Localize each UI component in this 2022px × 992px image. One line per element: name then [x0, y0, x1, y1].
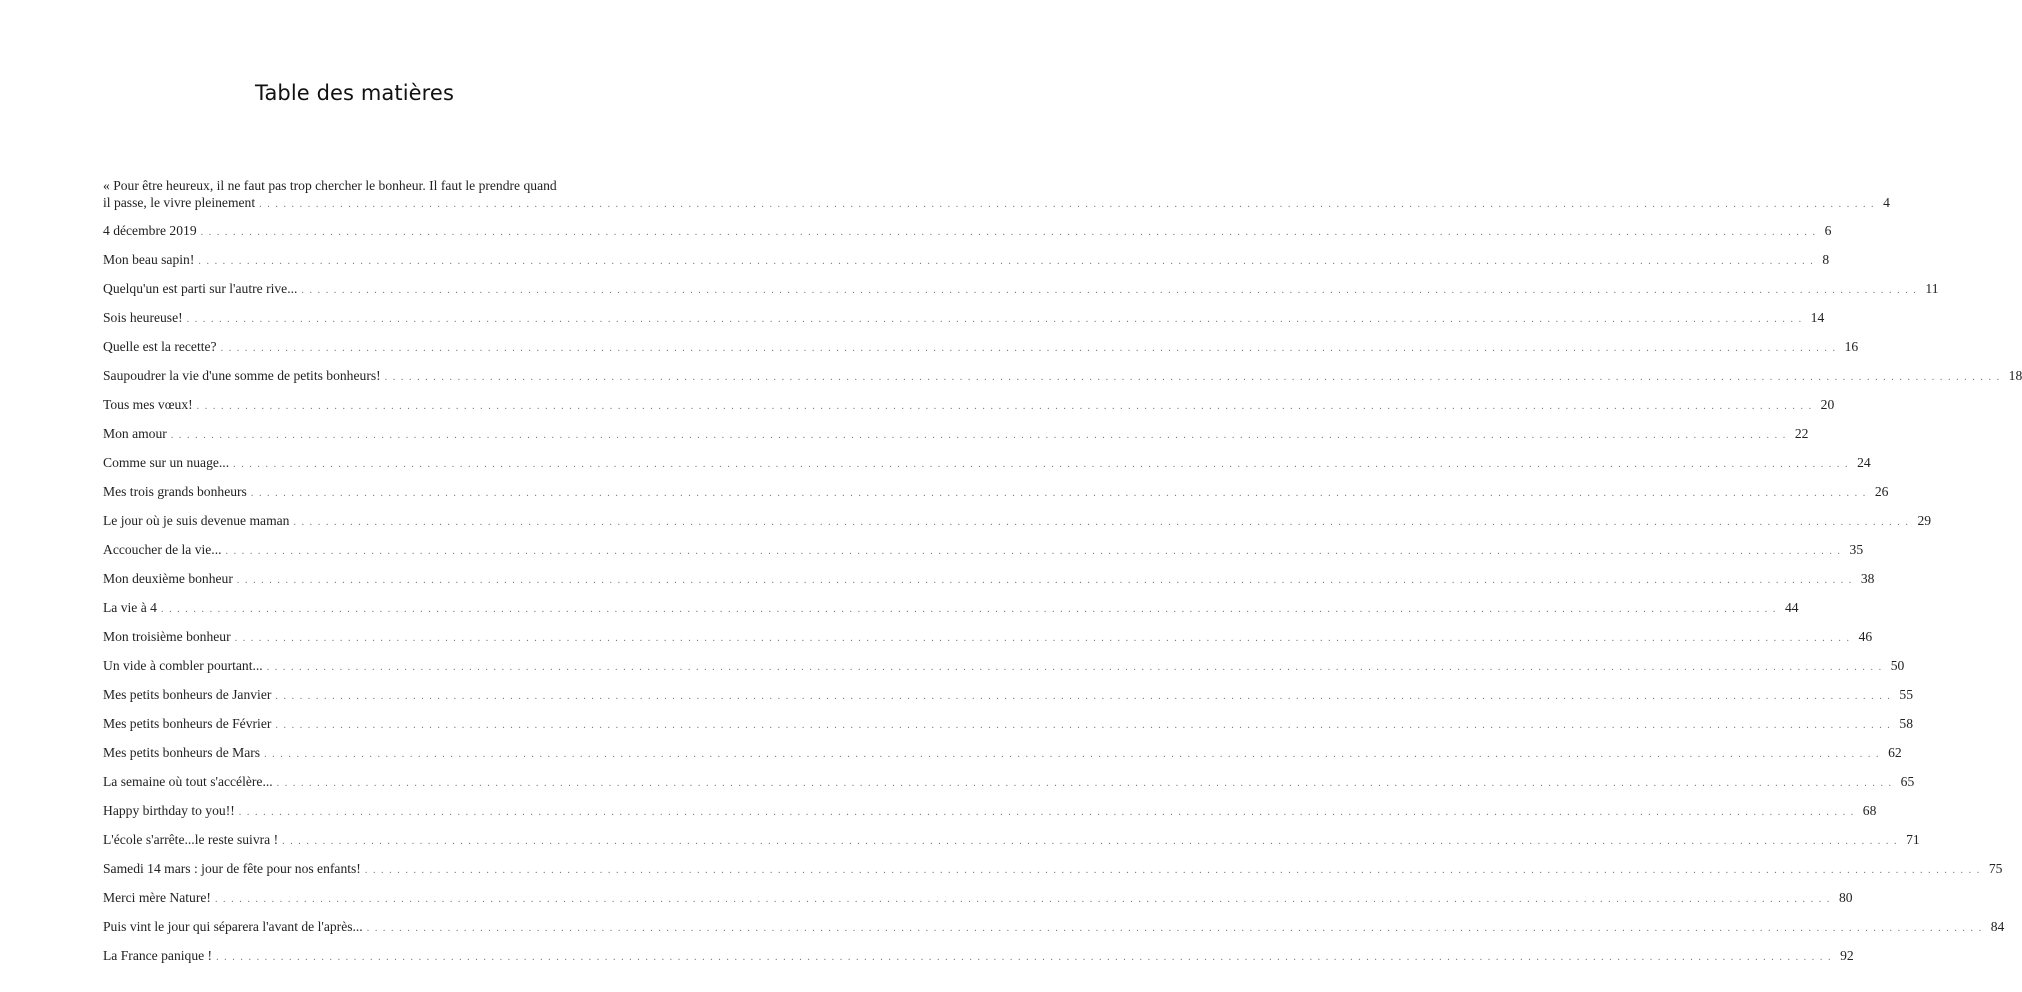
toc-entry-page-number: 4: [1883, 195, 1890, 210]
toc-entry-title: il passe, le vivre pleinement: [103, 195, 256, 210]
toc-entry-page-number: 92: [1840, 948, 1854, 963]
toc-entry-page-number: 8: [1822, 252, 1830, 267]
toc-entry: [103, 889, 1853, 908]
toc-entry-title: Mon amour: [103, 426, 167, 441]
dot-leader: ........................................................................................................................................................................................................: [366, 923, 1987, 934]
dot-leader: ........................................................................................................................................................................................................: [198, 256, 1819, 267]
toc-entry-page-number: 46: [1858, 629, 1873, 644]
toc-entry: [103, 947, 1854, 966]
toc-entry: [103, 512, 1932, 531]
toc-entry: [103, 570, 1875, 589]
toc-entry-title: Quelqu'un est parti sur l'autre rive...: [103, 281, 298, 296]
toc-entry-title: 4 décembre 2019: [103, 223, 197, 238]
dot-leader: ........................................................................................................................................................................................................: [266, 662, 1887, 673]
toc-entry: [103, 309, 1825, 328]
toc-entry: [103, 396, 1835, 415]
toc-entry-title: Mes petits bonheurs de Janvier: [103, 687, 272, 702]
toc-entry: [103, 222, 1832, 241]
toc-entry-title: Puis vint le jour qui séparera l'avant de l'après...: [103, 919, 363, 934]
table-of-contents: [103, 177, 2022, 976]
toc-entry: [103, 367, 2022, 386]
dot-leader: ........................................................................................................................................................................................................: [225, 546, 1846, 557]
dot-leader: ........................................................................................................................................................................................................: [282, 836, 1903, 847]
toc-entry-page-number: 62: [1888, 745, 1902, 760]
toc-entry-page-number: 71: [1906, 832, 1920, 847]
toc-entry-title: Samedi 14 mars : jour de fête pour nos enfants!: [103, 861, 361, 876]
toc-entry-title: La semaine où tout s'accélère...: [103, 774, 273, 789]
dot-leader: ........................................................................................................................................................................................................: [233, 459, 1854, 470]
dot-leader: ........................................................................................................................................................................................................: [236, 575, 1857, 586]
toc-entry-title: Mon beau sapin!: [103, 252, 195, 267]
toc-entry-title: Comme sur un nuage...: [103, 455, 230, 470]
toc-entry: [103, 686, 1913, 705]
toc-entry-page-number: 24: [1857, 455, 1871, 470]
toc-entry-page-number: 14: [1810, 310, 1825, 325]
toc-entry: [103, 918, 2005, 937]
toc-entry-title: Mon deuxième bonheur: [103, 571, 233, 586]
toc-entry-title: L'école s'arrête...le reste suivra !: [103, 832, 279, 847]
dot-leader: ........................................................................................................................................................................................................: [364, 865, 1985, 876]
toc-entry: [103, 454, 1871, 473]
toc-entry: [103, 177, 1890, 213]
dot-leader: ........................................................................................................................................................................................................: [293, 517, 1914, 528]
dot-leader: ........................................................................................................................................................................................................: [200, 227, 1821, 238]
toc-entry-page-number: 55: [1899, 687, 1913, 702]
toc-entry: [103, 860, 2003, 879]
toc-entry-title: Accoucher de la vie...: [103, 542, 222, 557]
toc-entry: [103, 599, 1799, 618]
dot-leader: ........................................................................................................................................................................................................: [220, 343, 1841, 354]
toc-entry: [103, 715, 1913, 734]
toc-entry-title: Merci mère Nature!: [103, 890, 211, 905]
toc-entry: [103, 657, 1905, 676]
toc-entry: [103, 483, 1889, 502]
dot-leader: ........................................................................................................................................................................................................: [170, 430, 1791, 441]
toc-entry-page-number: 58: [1899, 716, 1913, 731]
toc-entry: [103, 744, 1902, 763]
toc-entry-title: Quelle est la recette?: [103, 339, 217, 354]
toc-entry: [103, 802, 1877, 821]
toc-entry-page-number: 38: [1860, 571, 1875, 586]
toc-entry-page-number: 35: [1849, 542, 1864, 557]
page-title: Table des matières: [255, 81, 454, 105]
dot-leader: ........................................................................................................................................................................................................: [196, 401, 1817, 412]
toc-entry-title: Mes petits bonheurs de Mars: [103, 745, 261, 760]
toc-entry-title: Un vide à combler pourtant...: [103, 658, 263, 673]
toc-entry-page-number: 50: [1890, 658, 1905, 673]
dot-leader: ........................................................................................................................................................................................................: [160, 604, 1781, 615]
toc-entry-page-number: 65: [1900, 774, 1915, 789]
dot-leader: ........................................................................................................................................................................................................: [276, 778, 1897, 789]
toc-entry: [103, 831, 1920, 850]
toc-entry-page-number: 16: [1844, 339, 1859, 354]
toc-entry-page-number: 75: [1988, 861, 2003, 876]
toc-entry-title: Tous mes vœux!: [103, 397, 193, 412]
dot-leader: ........................................................................................................................................................................................................: [259, 199, 1880, 210]
toc-entry-page-number: 84: [1990, 919, 2005, 934]
toc-entry-page-number: 26: [1874, 484, 1889, 499]
toc-entry-title: La France panique !: [103, 948, 213, 963]
dot-leader: ........................................................................................................................................................................................................: [264, 749, 1885, 760]
dot-leader: ........................................................................................................................................................................................................: [214, 894, 1835, 905]
dot-leader: ........................................................................................................................................................................................................: [238, 807, 1859, 818]
dot-leader: ........................................................................................................................................................................................................: [301, 285, 1922, 296]
toc-entry: [103, 541, 1864, 560]
toc-entry-title: Saupoudrer la vie d'une somme de petits bonheurs!: [103, 368, 381, 383]
toc-entry-title: Le jour où je suis devenue maman: [103, 513, 290, 528]
dot-leader: ........................................................................................................................................................................................................: [384, 372, 2005, 383]
toc-entry: [103, 251, 1830, 270]
toc-entry: [103, 280, 1939, 299]
toc-entry-title-line1: « Pour être heureux, il ne faut pas trop chercher le bonheur. Il faut le prendre quand: [103, 178, 557, 193]
dot-leader: ........................................................................................................................................................................................................: [275, 720, 1896, 731]
dot-leader: ........................................................................................................................................................................................................: [234, 633, 1855, 644]
toc-entry-page-number: 18: [2008, 368, 2022, 383]
dot-leader: ........................................................................................................................................................................................................: [275, 691, 1896, 702]
dot-leader: ........................................................................................................................................................................................................: [186, 314, 1807, 325]
toc-entry-page-number: 80: [1838, 890, 1853, 905]
dot-leader: ........................................................................................................................................................................................................: [250, 488, 1871, 499]
toc-entry-page-number: 6: [1824, 223, 1832, 238]
toc-entry-page-number: 22: [1794, 426, 1809, 441]
toc-entry-page-number: 68: [1862, 803, 1877, 818]
toc-entry: [103, 425, 1809, 444]
toc-entry-title: Mes petits bonheurs de Février: [103, 716, 272, 731]
toc-entry: [103, 773, 1915, 792]
toc-entry-page-number: 20: [1820, 397, 1835, 412]
toc-entry-page-number: 44: [1784, 600, 1799, 615]
toc-entry-page-number: 29: [1917, 513, 1932, 528]
toc-entry-title: Mes trois grands bonheurs: [103, 484, 247, 499]
toc-entry-title: Sois heureuse!: [103, 310, 183, 325]
toc-entry: [103, 628, 1873, 647]
dot-leader: ........................................................................................................................................................................................................: [216, 952, 1837, 963]
toc-entry-title: La vie à 4: [103, 600, 157, 615]
toc-entry-title: Mon troisième bonheur: [103, 629, 231, 644]
toc-entry: [103, 338, 1859, 357]
toc-entry-page-number: 11: [1925, 281, 1939, 296]
toc-entry-title: Happy birthday to you!!: [103, 803, 235, 818]
